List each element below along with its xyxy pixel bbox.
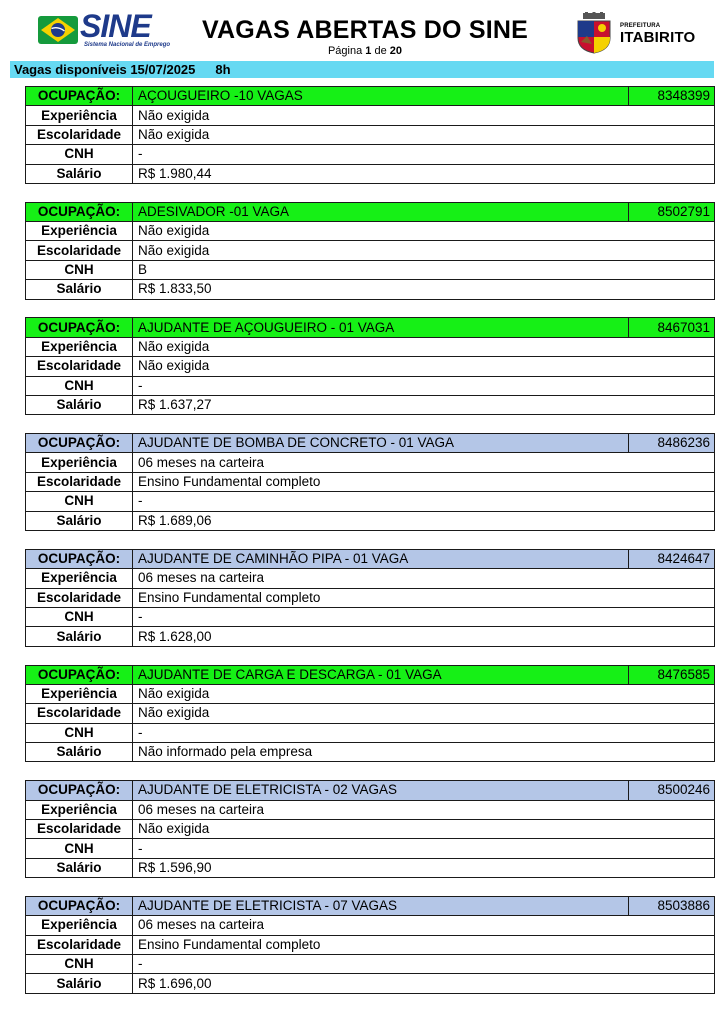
occupation-label: OCUPAÇÃO:	[26, 87, 133, 106]
job-card	[25, 433, 715, 531]
availability-hour: 8h	[215, 62, 231, 77]
availability-bar	[10, 61, 714, 78]
occupation-title: AÇOUGUEIRO -10 VAGAS	[133, 87, 629, 106]
job-code: 8500246	[629, 781, 715, 800]
license-label: CNH	[26, 839, 133, 858]
occupation-row	[26, 202, 715, 221]
page-total: 20	[389, 45, 403, 57]
salary-label: Salário	[26, 164, 133, 183]
education-value: Não exigida	[133, 241, 715, 260]
license-value: -	[133, 839, 715, 858]
education-value: Não exigida	[133, 357, 715, 376]
salary-value: R$ 1.833,50	[133, 280, 715, 299]
license-row	[26, 607, 715, 626]
job-code: 8503886	[629, 896, 715, 915]
license-row	[26, 376, 715, 395]
education-label: Escolaridade	[26, 935, 133, 954]
page-of: de	[374, 45, 387, 57]
education-row	[26, 935, 715, 954]
occupation-row	[26, 665, 715, 684]
education-label: Escolaridade	[26, 704, 133, 723]
salary-row	[26, 280, 715, 299]
occupation-row	[26, 549, 715, 568]
occupation-label: OCUPAÇÃO:	[26, 896, 133, 915]
license-label: CNH	[26, 260, 133, 279]
license-row	[26, 723, 715, 742]
education-label: Escolaridade	[26, 819, 133, 838]
salary-label: Salário	[26, 280, 133, 299]
occupation-title: AJUDANTE DE AÇOUGUEIRO - 01 VAGA	[133, 318, 629, 337]
salary-value: R$ 1.596,90	[133, 858, 715, 877]
experience-row	[26, 222, 715, 241]
experience-label: Experiência	[26, 337, 133, 356]
education-value: Ensino Fundamental completo	[133, 472, 715, 491]
experience-row	[26, 453, 715, 472]
experience-row	[26, 106, 715, 125]
salary-row	[26, 511, 715, 530]
education-label: Escolaridade	[26, 588, 133, 607]
page-indicator	[200, 45, 530, 57]
salary-value: R$ 1.689,06	[133, 511, 715, 530]
occupation-title: ADESIVADOR -01 VAGA	[133, 202, 629, 221]
salary-label: Salário	[26, 511, 133, 530]
occupation-row	[26, 896, 715, 915]
experience-label: Experiência	[26, 222, 133, 241]
education-value: Não exigida	[133, 704, 715, 723]
license-row	[26, 492, 715, 511]
experience-label: Experiência	[26, 453, 133, 472]
experience-label: Experiência	[26, 916, 133, 935]
license-label: CNH	[26, 955, 133, 974]
job-code: 8486236	[629, 434, 715, 453]
education-label: Escolaridade	[26, 125, 133, 144]
salary-value: R$ 1.696,00	[133, 974, 715, 993]
experience-label: Experiência	[26, 684, 133, 703]
experience-row	[26, 684, 715, 703]
job-card	[25, 317, 715, 415]
page-current: 1	[365, 45, 372, 57]
salary-label: Salário	[26, 395, 133, 414]
education-label: Escolaridade	[26, 472, 133, 491]
experience-value: 06 meses na carteira	[133, 569, 715, 588]
sine-logo	[38, 8, 171, 54]
occupation-label: OCUPAÇÃO:	[26, 665, 133, 684]
salary-value: R$ 1.628,00	[133, 627, 715, 646]
education-row	[26, 357, 715, 376]
page-prefix: Página	[327, 45, 363, 57]
license-value: -	[133, 145, 715, 164]
job-code: 8476585	[629, 665, 715, 684]
sine-subtitle: Sistema Nacional de Emprego	[84, 42, 171, 48]
salary-row	[26, 627, 715, 646]
license-row	[26, 145, 715, 164]
occupation-row	[26, 318, 715, 337]
education-row	[26, 472, 715, 491]
education-value: Ensino Fundamental completo	[133, 935, 715, 954]
education-row	[26, 588, 715, 607]
license-value: -	[133, 955, 715, 974]
occupation-row	[26, 87, 715, 106]
experience-row	[26, 800, 715, 819]
education-label: Escolaridade	[26, 241, 133, 260]
salary-label: Salário	[26, 627, 133, 646]
salary-row	[26, 395, 715, 414]
availability-text: Vagas disponíveis 15/07/2025	[14, 62, 196, 77]
experience-value: 06 meses na carteira	[133, 916, 715, 935]
sine-brand: SINE	[80, 8, 151, 44]
education-value: Não exigida	[133, 819, 715, 838]
experience-label: Experiência	[26, 569, 133, 588]
salary-label: Salário	[26, 858, 133, 877]
salary-row	[26, 974, 715, 993]
salary-value: R$ 1.980,44	[133, 164, 715, 183]
license-row	[26, 955, 715, 974]
city-crest-icon	[574, 12, 614, 54]
salary-row	[26, 164, 715, 183]
occupation-title: AJUDANTE DE ELETRICISTA - 02 VAGAS	[133, 781, 629, 800]
experience-value: Não exigida	[133, 337, 715, 356]
education-label: Escolaridade	[26, 357, 133, 376]
experience-value: Não exigida	[133, 106, 715, 125]
occupation-label: OCUPAÇÃO:	[26, 318, 133, 337]
job-code: 8348399	[629, 87, 715, 106]
license-label: CNH	[26, 607, 133, 626]
page-header	[0, 0, 724, 62]
occupation-label: OCUPAÇÃO:	[26, 549, 133, 568]
occupation-title: AJUDANTE DE BOMBA DE CONCRETO - 01 VAGA	[133, 434, 629, 453]
page-title: VAGAS ABERTAS DO SINE	[202, 16, 528, 44]
prefeitura-logo	[574, 12, 696, 56]
job-card	[25, 780, 715, 878]
experience-value: Não exigida	[133, 684, 715, 703]
license-value: -	[133, 492, 715, 511]
occupation-title: AJUDANTE DE ELETRICISTA - 07 VAGAS	[133, 896, 629, 915]
salary-label: Salário	[26, 743, 133, 762]
salary-row	[26, 743, 715, 762]
job-card	[25, 202, 715, 300]
brazil-flag-icon	[38, 12, 78, 48]
license-label: CNH	[26, 376, 133, 395]
license-value: B	[133, 260, 715, 279]
job-code: 8502791	[629, 202, 715, 221]
education-row	[26, 704, 715, 723]
license-label: CNH	[26, 492, 133, 511]
job-card	[25, 896, 715, 994]
license-row	[26, 839, 715, 858]
salary-value: R$ 1.637,27	[133, 395, 715, 414]
prefeitura-label: PREFEITURA	[620, 23, 661, 29]
salary-label: Salário	[26, 974, 133, 993]
occupation-title: AJUDANTE DE CAMINHÃO PIPA - 01 VAGA	[133, 549, 629, 568]
license-value: -	[133, 376, 715, 395]
education-value: Ensino Fundamental completo	[133, 588, 715, 607]
license-row	[26, 260, 715, 279]
education-row	[26, 241, 715, 260]
license-value: -	[133, 607, 715, 626]
occupation-label: OCUPAÇÃO:	[26, 202, 133, 221]
experience-value: 06 meses na carteira	[133, 800, 715, 819]
job-code: 8424647	[629, 549, 715, 568]
experience-value: Não exigida	[133, 222, 715, 241]
education-row	[26, 819, 715, 838]
salary-value: Não informado pela empresa	[133, 743, 715, 762]
license-value: -	[133, 723, 715, 742]
city-name: ITABIRITO	[620, 29, 696, 46]
education-value: Não exigida	[133, 125, 715, 144]
job-card	[25, 86, 715, 184]
salary-row	[26, 858, 715, 877]
license-label: CNH	[26, 145, 133, 164]
experience-row	[26, 337, 715, 356]
job-card	[25, 549, 715, 647]
experience-label: Experiência	[26, 800, 133, 819]
experience-label: Experiência	[26, 106, 133, 125]
experience-value: 06 meses na carteira	[133, 453, 715, 472]
occupation-row	[26, 434, 715, 453]
occupation-label: OCUPAÇÃO:	[26, 781, 133, 800]
job-code: 8467031	[629, 318, 715, 337]
education-row	[26, 125, 715, 144]
license-label: CNH	[26, 723, 133, 742]
experience-row	[26, 569, 715, 588]
occupation-title: AJUDANTE DE CARGA E DESCARGA - 01 VAGA	[133, 665, 629, 684]
job-card	[25, 665, 715, 763]
occupation-label: OCUPAÇÃO:	[26, 434, 133, 453]
occupation-row	[26, 781, 715, 800]
experience-row	[26, 916, 715, 935]
